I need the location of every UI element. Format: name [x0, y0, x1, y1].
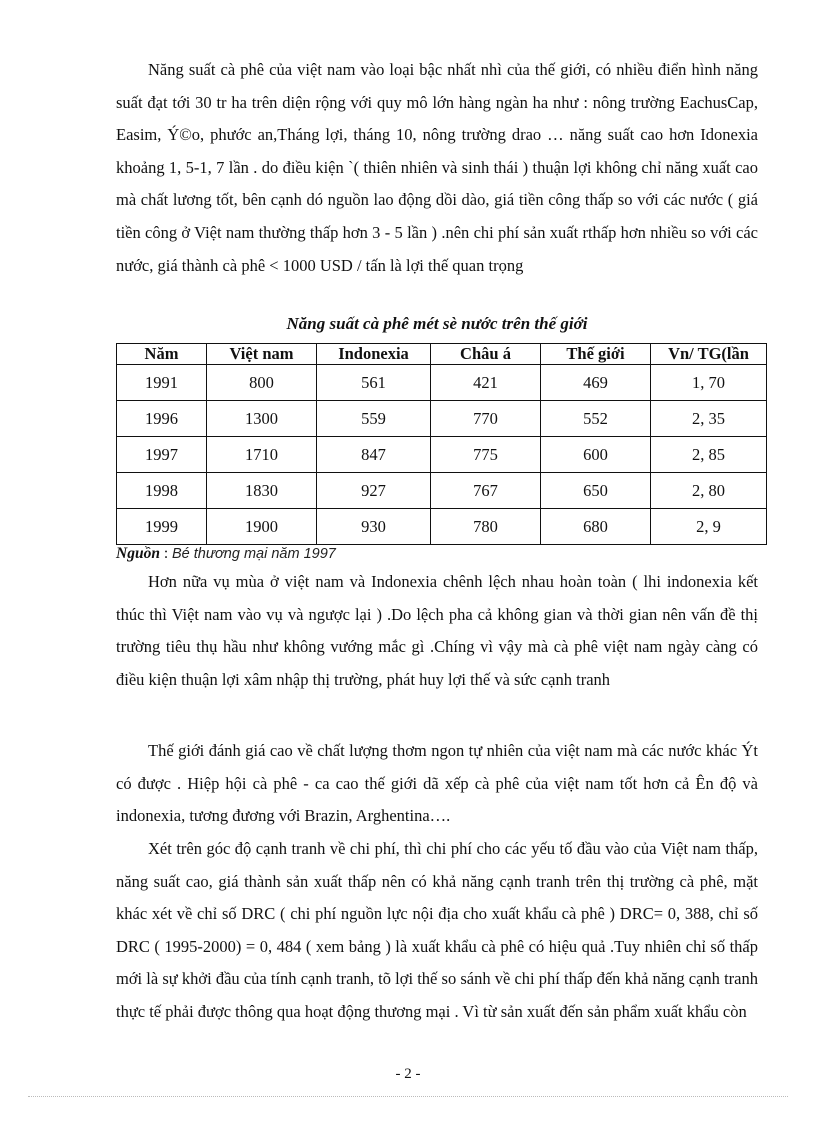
- table-cell: 561: [317, 365, 431, 401]
- table-cell: 1998: [117, 473, 207, 509]
- table-cell: 1999: [117, 509, 207, 545]
- table-cell: 847: [317, 437, 431, 473]
- header-asia: Châu á: [431, 344, 541, 365]
- table-cell: 2, 9: [651, 509, 767, 545]
- header-vn-tg-ratio: Vn/ TG(lần: [651, 344, 767, 365]
- table-row: [117, 365, 767, 401]
- table-cell: 559: [317, 401, 431, 437]
- paragraph-3-text: Thế giới đánh giá cao về chất lượng thơm ngon tự nhiên của việt nam mà các nước khác Ýt có được . Hiệp hội cà phê - ca cao thế giới dã xếp cà phê của việt nam tốt hơn cả Ên độ và indonexia, tương đương với Brazin, Arghentina….: [116, 741, 758, 826]
- paragraph-4-text: Xét trên góc độ cạnh tranh về chi phí, thì chi phí cho các yếu tố đầu vào của Việt nam thấp, năng suất cao, giá thành sản xuất thấp nên có khả năng cạnh tranh trên thị trường cà phê, mặt khác xét về chỉ số DRC ( chi phí nguồn lực nội địa cho xuất khẩu cà phê ) DRC= 0, 388, chỉ số DRC ( 1995-2000) = 0, 484 ( xem bảng ) là xuất khẩu cà phê có hiệu quả .Tuy nhiên chỉ số thấp mới là sự khởi đầu của tính cạnh tranh, tõ lợi thế so sánh về chi phí thấp đến khả năng cạnh tranh thực tế phải được thông qua hoạt động thương mại . Vì từ sản xuất đến sản phẩm xuất khẩu còn: [116, 839, 758, 1021]
- table-cell: 775: [431, 437, 541, 473]
- table-cell: 767: [431, 473, 541, 509]
- table-row: [117, 401, 767, 437]
- table-cell: 421: [431, 365, 541, 401]
- table-caption: Năng suất cà phê mét sè nước trên thế giới: [286, 314, 588, 333]
- table-cell: 1710: [207, 437, 317, 473]
- table-header-row: [117, 344, 767, 365]
- paragraph-1-text: Năng suất cà phê của việt nam vào loại bậc nhất nhì của thế giới, có nhiều điển hình năng suất đạt tới 30 tr ha trên diện rộng với quy mô lớn hàng ngàn ha như : nông trường EachusCap, Easim, Ý©o, phước an,Tháng lợi, tháng 10, nông trường drao … năng suất cao hơn Idonexia khoảng 1, 5-1, 7 lần . do điều kiện `( thiên nhiên và sinh thái ) thuận lợi không chỉ năng xuất cao mà chất lương tốt, bên cạnh dó nguồn lao động dồi dào, giá tiền công thấp so với các nước ( giá tiền công ở Việt nam thường thấp hơn 3 - 5 lần ) .nên chi phí sản xuất rthấp hơn nhiều so với các nước, giá thành cà phê < 1000 USD / tấn là lợi thế quan trọng: [116, 60, 758, 275]
- page-bottom-divider: [28, 1096, 788, 1097]
- table-row: [117, 509, 767, 545]
- paragraph-3: [116, 735, 758, 833]
- header-year: Năm: [117, 344, 207, 365]
- table-source: [116, 545, 336, 563]
- table-cell: 552: [541, 401, 651, 437]
- table-cell: 780: [431, 509, 541, 545]
- table-cell: 930: [317, 509, 431, 545]
- header-vietnam: Việt nam: [207, 344, 317, 365]
- table-cell: 1996: [117, 401, 207, 437]
- table-cell: 1, 70: [651, 365, 767, 401]
- productivity-table: [116, 343, 767, 545]
- table-cell: 650: [541, 473, 651, 509]
- table-row: [117, 437, 767, 473]
- table-cell: 600: [541, 437, 651, 473]
- table-cell: 1300: [207, 401, 317, 437]
- paragraph-2: [116, 566, 758, 696]
- page-number: - 2 -: [395, 1066, 421, 1082]
- table-cell: 469: [541, 365, 651, 401]
- paragraph-2-text: Hơn nữa vụ mùa ở việt nam và Indonexia chênh lệch nhau hoàn toàn ( lhi indonexia kết thúc thì Việt nam vào vụ và ngược lại ) .Do lệch pha cả không gian và thời gian nên vấn đề thị trường tiêu thụ hầu như không vướng mắc gì .Chíng vì vậy mà cà phê việt nam ngày càng có điều kiện thuận lợi xâm nhập thị trường, phát huy lợi thế và sức cạnh tranh: [116, 572, 758, 689]
- table-cell: 2, 80: [651, 473, 767, 509]
- source-text: Bé thương mại năm 1997: [172, 546, 336, 562]
- table-row: [117, 473, 767, 509]
- paragraph-1: [116, 54, 758, 282]
- table-cell: 2, 85: [651, 437, 767, 473]
- table-cell: 770: [431, 401, 541, 437]
- table-cell: 2, 35: [651, 401, 767, 437]
- table-cell: 1900: [207, 509, 317, 545]
- table-cell: 800: [207, 365, 317, 401]
- paragraph-4: [116, 833, 758, 1029]
- table-cell: 927: [317, 473, 431, 509]
- table-cell: 680: [541, 509, 651, 545]
- source-separator: :: [159, 545, 172, 562]
- header-indonesia: Indonexia: [317, 344, 431, 365]
- table-cell: 1997: [117, 437, 207, 473]
- header-world: Thế giới: [541, 344, 651, 365]
- table-cell: 1830: [207, 473, 317, 509]
- table-cell: 1991: [117, 365, 207, 401]
- source-label: Nguồn: [116, 545, 160, 562]
